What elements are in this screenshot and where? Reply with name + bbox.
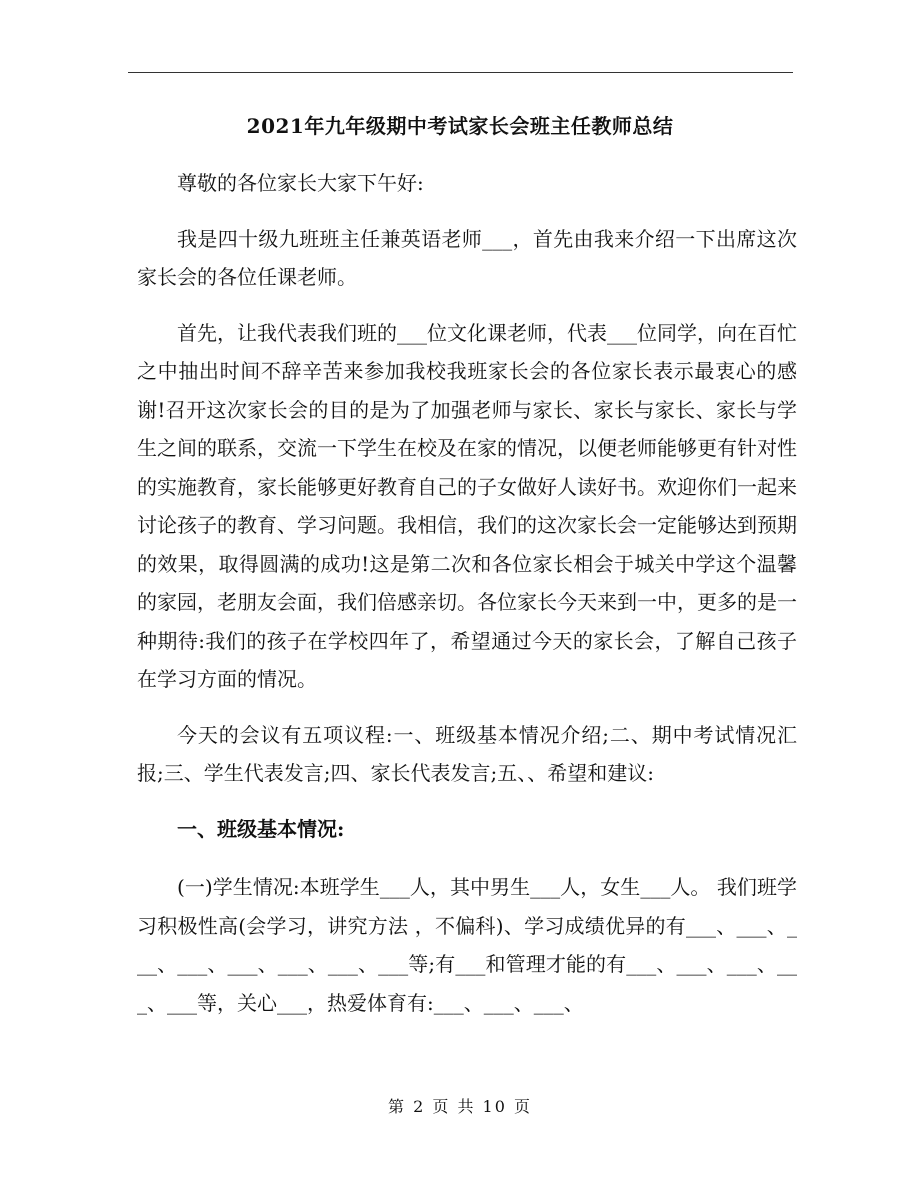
document-title: 2021年九年级期中考试家长会班主任教师总结 bbox=[246, 114, 674, 138]
intro-paragraph: 我是四十级九班班主任兼英语老师___，首先由我来介绍一下出席这次家长会的各位任课老师。 bbox=[137, 226, 797, 289]
students-paragraph: (一)学生情况:本班学生___人，其中男生___人，女生___人。 我们班学习积极性高(会学习，讲究方法 ，不偏科)、学习成绩优异的有___、___、___、___、___、___、___、___等;有___和管理才能的有___、___、___、___、___等，关心___，热爱体育有:___、___、___、 bbox=[137, 875, 797, 1015]
agenda-paragraph: 今天的会议有五项议程:一、班级基本情况介绍;二、期中考试情况汇报;三、学生代表发言;四、家长代表发言;五、、希望和建议: bbox=[137, 722, 797, 785]
header-rule bbox=[128, 72, 793, 73]
greeting-paragraph: 尊敬的各位家长大家下午好: bbox=[177, 171, 424, 195]
document-body bbox=[137, 164, 797, 1039]
thanks-paragraph: 首先，让我代表我们班的___位文化课老师，代表___位同学，向在百忙之中抽出时间不辞辛苦来参加我校我班家长会的各位家长表示最衷心的感谢!召开这次家长会的目的是为了加强老师与家长、家长与家长、家长与学生之间的联系，交流一下学生在校及在家的情况，以便老师能够更有针对性的实施教育，家长能够更好教育自己的子女做好人读好书。欢迎你们一起来讨论孩子的教育、学习问题。我相信，我们的这次家长会一定能够达到预期的效果，取得圆满的成功!这是第二次和各位家长相会于城关中学这个温馨的家园，老朋友会面，我们倍感亲切。各位家长今天来到一中，更多的是一种期待:我们的孩子在学校四年了，希望通过今天的家长会，了解自己孩子在学习方面的情况。 bbox=[137, 320, 797, 691]
page-footer: 第 2 页 共 10 页 bbox=[388, 1097, 532, 1116]
section-heading: 一、班级基本情况: bbox=[177, 816, 345, 841]
